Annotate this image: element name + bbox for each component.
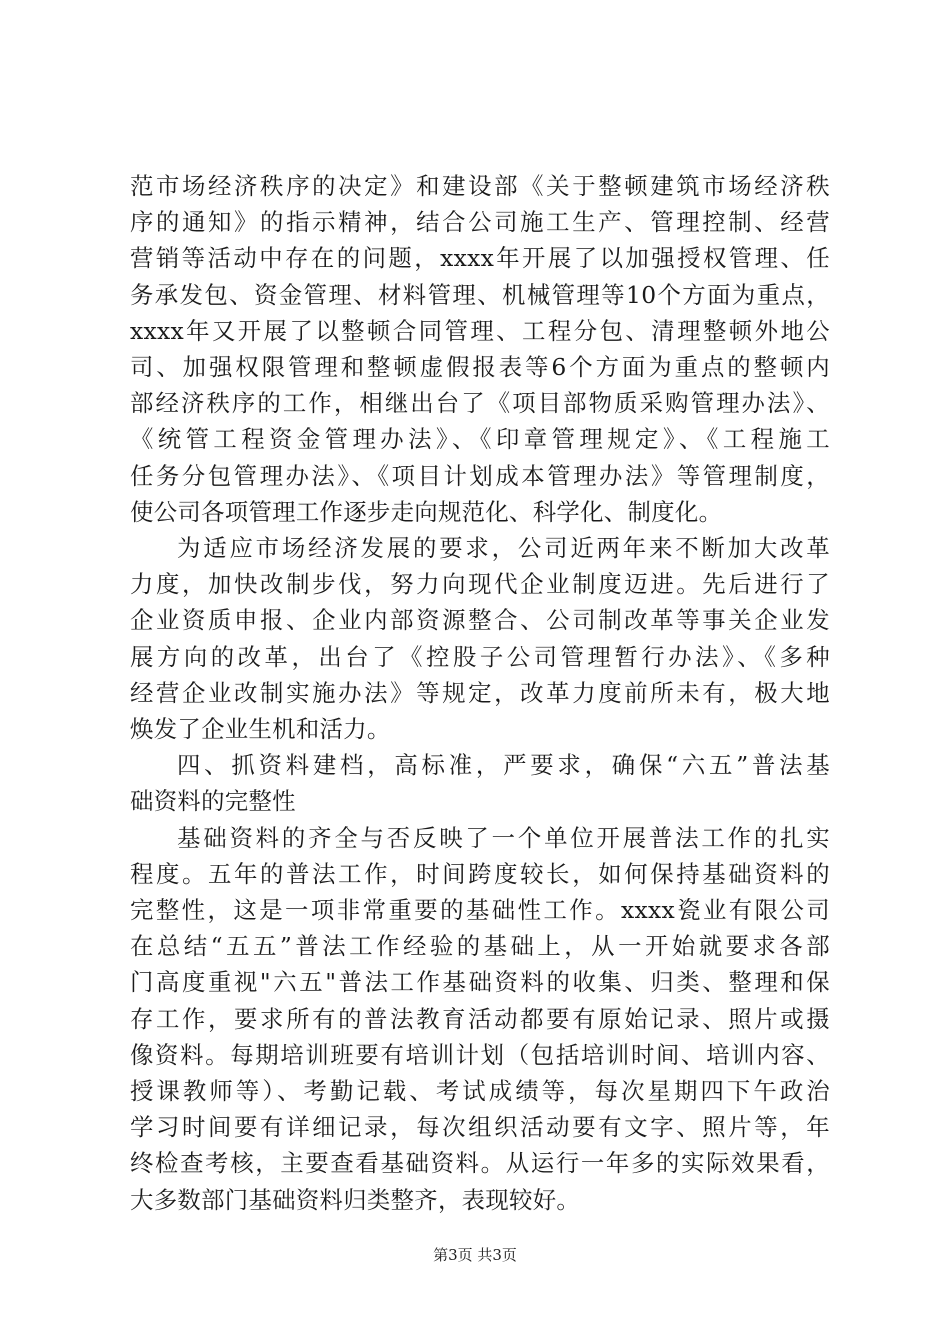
document-body [130, 168, 830, 1218]
text-line: xxxx年又开展了以整顿合同管理、工程分包、清理整顿外地公 [130, 316, 830, 345]
text-line: 存工作，要求所有的普法教育活动都要有原始记录、照片或摄 [130, 1004, 830, 1033]
text-line: 基础资料的齐全与否反映了一个单位开展普法工作的扎实 [177, 823, 830, 852]
text-line: 力度，加快改制步伐，努力向现代企业制度迈进。先后进行了 [130, 570, 830, 599]
text-line: 大多数部门基础资料归类整齐，表现较好。 [130, 1185, 581, 1214]
text-line: 为适应市场经济发展的要求，公司近两年来不断加大改革 [177, 534, 830, 563]
text-line: 础资料的完整性 [130, 787, 296, 816]
text-line: 程度。五年的普法工作，时间跨度较长，如何保持基础资料的 [130, 859, 830, 888]
text-line: 四、抓资料建档，高标准，严要求，确保“六五”普法基 [177, 751, 830, 780]
paragraph [130, 530, 830, 747]
text-line: 终检查考核，主要查看基础资料。从运行一年多的实际效果看， [130, 1149, 830, 1178]
text-line: 使公司各项管理工作逐步走向规范化、科学化、制度化。 [130, 497, 723, 526]
text-line: 焕发了企业生机和活力。 [130, 715, 391, 744]
text-line: 范市场经济秩序的决定》和建设部《关于整顿建筑市场经济秩 [130, 172, 830, 200]
text-line: 任务分包管理办法》、《项目计划成本管理办法》等管理制度， [130, 461, 830, 490]
text-line: 序的通知》的指示精神，结合公司施工生产、管理控制、经营 [130, 208, 830, 237]
paragraph [130, 820, 830, 1218]
text-line: 在总结“五五”普法工作经验的基础上，从一开始就要求各部 [130, 932, 830, 961]
text-line: 授课教师等）、考勤记载、考试成绩等，每次星期四下午政治 [130, 1077, 830, 1106]
text-line: 部经济秩序的工作，相继出台了《项目部物质采购管理办法》、 [130, 389, 830, 418]
text-line: 企业资质申报、企业内部资源整合、公司制改革等事关企业发 [130, 606, 830, 635]
text-line: 务承发包、资金管理、材料管理、机械管理等10个方面为重点， [130, 280, 830, 309]
text-line: 门高度重视"六五"普法工作基础资料的收集、归类、整理和保 [130, 968, 830, 997]
text-line: 完整性，这是一项非常重要的基础性工作。xxxx瓷业有限公司 [130, 896, 830, 925]
paragraph [130, 168, 830, 530]
page-footer [0, 1244, 950, 1265]
text-line: 营销等活动中存在的问题，xxxx年开展了以加强授权管理、任 [130, 244, 830, 273]
text-line: 《统管工程资金管理办法》、《印章管理规定》、《工程施工 [130, 425, 830, 454]
text-line: 展方向的改革，出台了《控股子公司管理暂行办法》、《多种 [130, 642, 830, 671]
text-line: 学习时间要有详细记录，每次组织活动要有文字、照片等，年 [130, 1113, 830, 1142]
text-line: 经营企业改制实施办法》等规定，改革力度前所未有，极大地 [130, 678, 830, 707]
paragraph [130, 747, 830, 819]
text-line: 司、加强权限管理和整顿虚假报表等6个方面为重点的整顿内 [130, 353, 830, 382]
page-number-label: 第3页 共3页 [433, 1246, 517, 1264]
text-line: 像资料。每期培训班要有培训计划（包括培训时间、培训内容、 [130, 1040, 830, 1069]
